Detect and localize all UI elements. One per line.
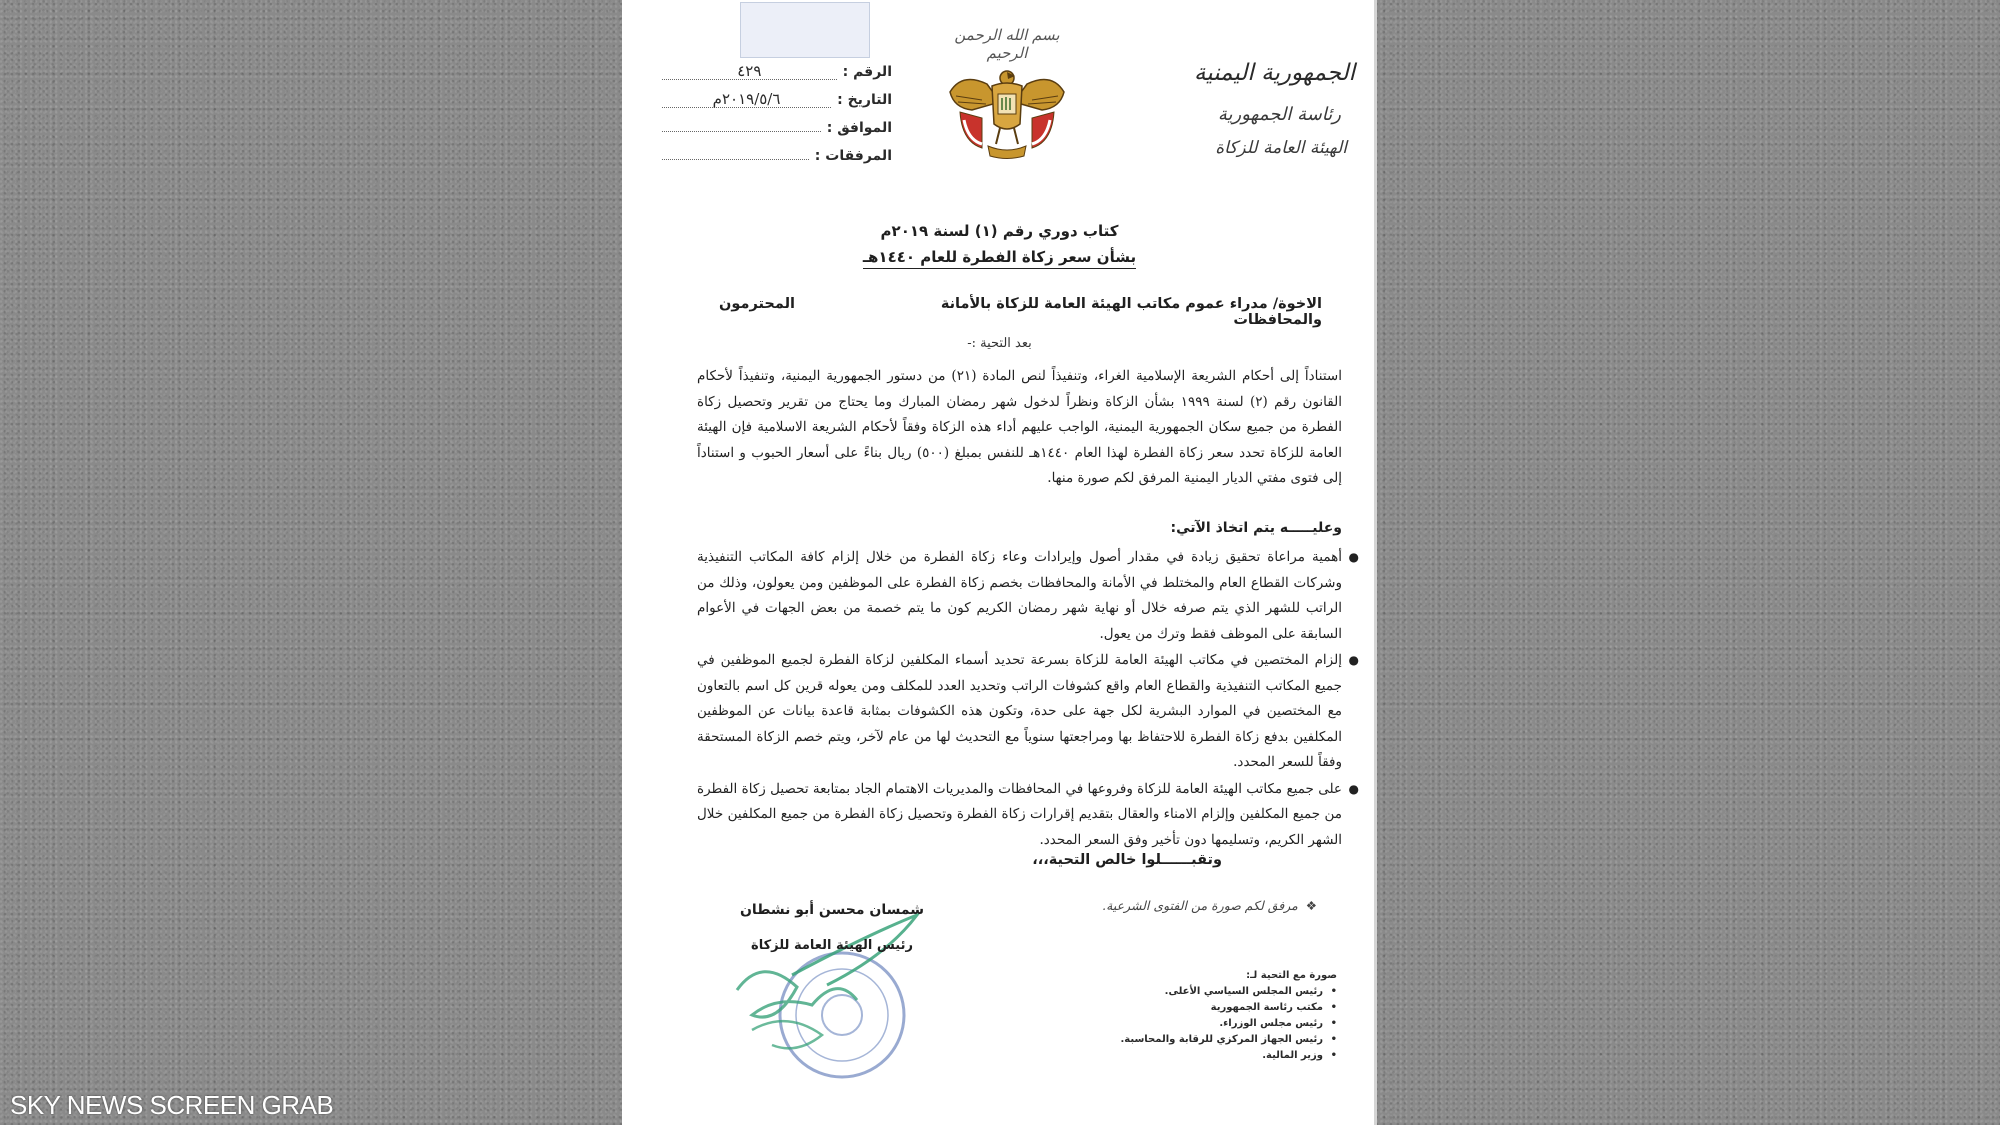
- copy-to-item: • وزير المالية.: [1107, 1048, 1337, 1064]
- ref-number-row: [662, 58, 892, 86]
- bullet-icon: ●: [1348, 781, 1359, 796]
- authority-name: الهيئة العامة للزكاة: [1215, 138, 1347, 158]
- bismillah: بسم الله الرحمن الرحيم: [954, 26, 1060, 62]
- body-paragraph: استناداً إلى أحكام الشريعة الإسلامية الغراء، وتنفيذاً لنص المادة (٢١) من دستور الجمهورية اليمنية، وتنفيذاً لأحكام القانون رقم (٢) لسنة ١٩٩٩ بشأن الزكاة ونظراً لدخول شهر رمضان المبارك وما يحتاج من تقرير وتحصيل زكاة الفطرة من جميع سكان الجمهورية اليمنية، الواجب عليهم أداء هذه الزكاة وفقاً لأحكام الشريعة الاسلامية فإن الهيئة العامة للزكاة تحدد سعر زكاة الفطرة لهذا العام ١٤٤٠هـ للنفس بمبلغ (٥٠٠) ريال بناءً على أسعار الحبوب و استناداً إلى فتوى مفتي الديار اليمنية المرفق لكم صورة منها.: [697, 368, 1342, 486]
- bullet-icon: ●: [1348, 653, 1359, 667]
- ref-date-value: ٢٠١٩/٥/٦م: [662, 90, 831, 108]
- action-item: [697, 648, 1359, 776]
- letter-subject: [622, 248, 1377, 266]
- reference-fields: [662, 58, 892, 170]
- ref-attachments-row: [662, 142, 892, 170]
- ref-number-value: ٤٢٩: [662, 62, 837, 80]
- ref-date-label: التاريخ :: [837, 92, 892, 108]
- signatory-name: شمسان محسن أبو نشطان: [739, 902, 924, 918]
- signatory-title: رئيس الهيئة العامة للزكاة: [751, 938, 913, 953]
- ref-corresponding-value: [662, 114, 821, 132]
- letter-subject-text: بشأن سعر زكاة الفطرة للعام ١٤٤٠هـ: [863, 248, 1136, 269]
- copy-to-item: • رئيس المجلس السياسي الأعلى.: [1107, 984, 1337, 1000]
- bullet-icon: ●: [1348, 550, 1359, 564]
- ref-number-label: الرقم :: [842, 64, 892, 80]
- letter-page: [622, 0, 1377, 1125]
- attachment-text: مرفق لكم صورة من الفتوى الشرعية.: [1102, 898, 1298, 913]
- broadcaster-watermark: SKY NEWS SCREEN GRAB: [10, 1090, 334, 1120]
- copy-to-item: • رئيس الجهاز المركزي للرقابة والمحاسبة.: [1107, 1032, 1337, 1048]
- yemen-eagle-emblem-icon: [942, 62, 1072, 162]
- presidency-name: رئاسة الجمهورية: [1217, 104, 1341, 125]
- respected-label: المحترمون: [719, 296, 795, 312]
- ref-attachments-value: [662, 142, 809, 160]
- ref-date-row: [662, 86, 892, 114]
- greeting: بعد التحية :-: [967, 336, 1032, 351]
- official-stamp-icon: [717, 895, 957, 1090]
- ref-corresponding-label: الموافق :: [826, 120, 892, 136]
- action-item-text: على جميع مكاتب الهيئة العامة للزكاة وفروعها في المحافظات والمديريات الاهتمام الجاد بمتابعة تحصيل زكاة الفطرة من جميع المكلفين وإلزام الامناء والعقال بتقديم إقرارات زكاة الفطرة وتحصيل زكاة الفطرة من جميع المكلفين خلال الشهر الكريم، وتسليمها دون تأخير وفق السعر المحدد.: [697, 780, 1342, 848]
- letter-title: كتاب دوري رقم (١) لسنة ٢٠١٩م: [880, 222, 1119, 240]
- attachment-note: [1057, 898, 1317, 913]
- action-item-text: أهمية مراعاة تحقيق زيادة في مقدار أصول وإيرادات وعاء زكاة الفطرة من خلال إلزام كافة المكاتب التنفيذية وشركات القطاع العام والمختلط في الأمانة والمحافظات بخصم زكاة الفطرة على الموظفين ومن يعولون، وذلك من الراتب للشهر الذي يتم صرفه خلال أو نهاية شهر رمضان الكريم كون ما يتم خصمة من بعض الجهات في الأعوام السابقة على الموظف فقط وترك من يعول.: [697, 549, 1342, 642]
- closing-line: وتقبــــــلوا خالص التحية،،،: [1032, 852, 1222, 868]
- action-heading: وعليـــــه يتم اتخاذ الآتي:: [1170, 520, 1342, 536]
- action-item: [697, 777, 1359, 854]
- action-item: [697, 545, 1359, 647]
- copy-to-heading: صورة مع التحية لـ:: [1246, 970, 1337, 981]
- action-items: [697, 545, 1359, 854]
- addressee: الاخوة/ مدراء عموم مكاتب الهيئة العامة للزكاة بالأمانة والمحافظات: [940, 296, 1322, 328]
- copy-to-item: • رئيس مجلس الوزراء.: [1107, 1016, 1337, 1032]
- copy-to-list: [1107, 968, 1337, 1064]
- country-name: الجمهورية اليمنية: [1193, 60, 1355, 86]
- ref-attachments-label: المرفقات :: [814, 148, 892, 164]
- received-stamp: [740, 2, 870, 58]
- star-bullet-icon: ❖: [1305, 898, 1317, 913]
- copy-to-item: • مكتب رئاسة الجمهورية: [1107, 1000, 1337, 1016]
- ref-corresponding-row: [662, 114, 892, 142]
- action-item-text: إلزام المختصين في مكاتب الهيئة العامة للزكاة بسرعة تحديد أسماء المكلفين لزكاة الفطرة لجميع الموظفين في جميع المكاتب التنفيذية والقطاع العام واقع كشوفات الراتب وتحديد العدد للمكلف ومن يعوله قرين كل اسم بالتعاون مع المختصين في الموارد البشرية لكل جهة على حدة، وتكون هذه الكشوفات بمثابة قاعدة بيانات عن الموظفين المكلفين بدفع زكاة الفطرة للاحتفاظ بها ومراجعتها سنوياً مع التحديث لها من عام لآخر، ويتم خصم الزكاة المستحقة وفقاً للسعر المحدد.: [697, 652, 1342, 770]
